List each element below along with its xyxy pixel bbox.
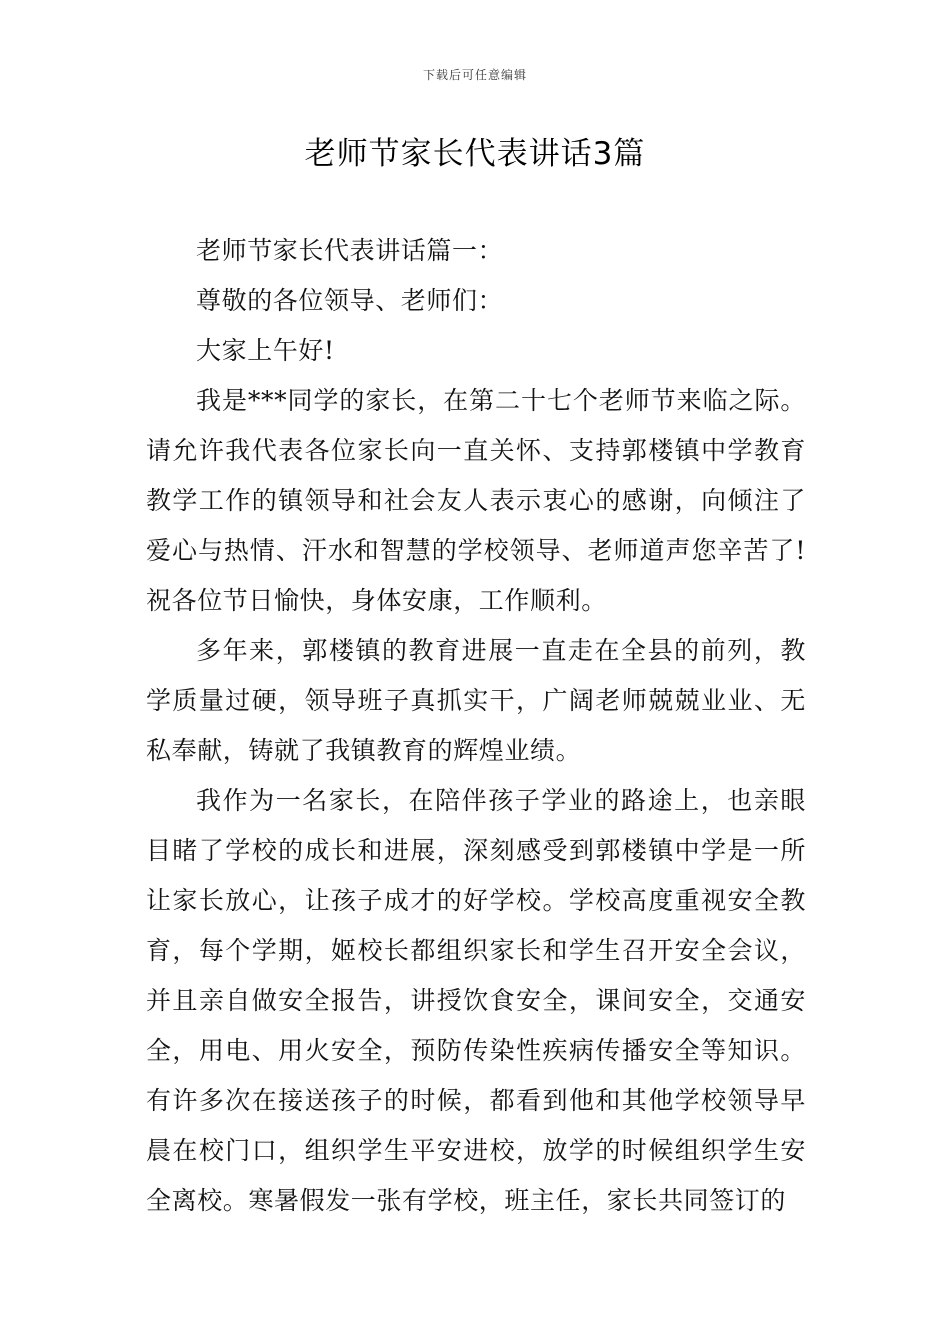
greeting: 大家上午好! — [196, 336, 335, 365]
body-paragraph: 多年来，郭楼镇的教育进展一直走在全县的前列，教学质量过硬，领导班子真抓实干，广阔老师兢兢业业、无私奉献，铸就了我镇教育的辉煌业绩。 — [146, 636, 806, 765]
body-paragraph: 我作为一名家长，在陪伴孩子学业的路途上，也亲眼目睹了学校的成长和进展，深刻感受到郭楼镇中学是一所让家长放心，让孩子成才的好学校。学校高度重视安全教育，每个学期，姬校长都组织家长和学生召开安全会议，并且亲自做安全报告，讲授饮食安全，课间安全，交通安全，用电、用火安全，预防传染性疾病传播安全等知识。有许多次在接送孩子的时候，都看到他和其他学校领导早晨在校门口，组织学生平安进校，放学的时候组织学生安全离校。寒暑假发一张有学校，班主任，家长共同签订的 — [146, 786, 806, 1215]
document-body — [146, 226, 806, 1226]
salutation: 尊敬的各位领导、老师们： — [196, 286, 504, 315]
document-title: 老师节家长代表讲话3篇 — [304, 136, 646, 172]
body-paragraph: 我是***同学的家长，在第二十七个老师节来临之际。请允许我代表各位家长向一直关怀、支持郭楼镇中学教育教学工作的镇领导和社会友人表示衷心的感谢，向倾注了爱心与热情、汗水和智慧的学校领导、老师道声您辛苦了!祝各位节日愉快，身体安康，工作顺利。 — [146, 386, 806, 615]
header-note: 下载后可任意编辑 — [422, 68, 527, 82]
section-heading: 老师节家长代表讲话篇一： — [196, 236, 504, 265]
